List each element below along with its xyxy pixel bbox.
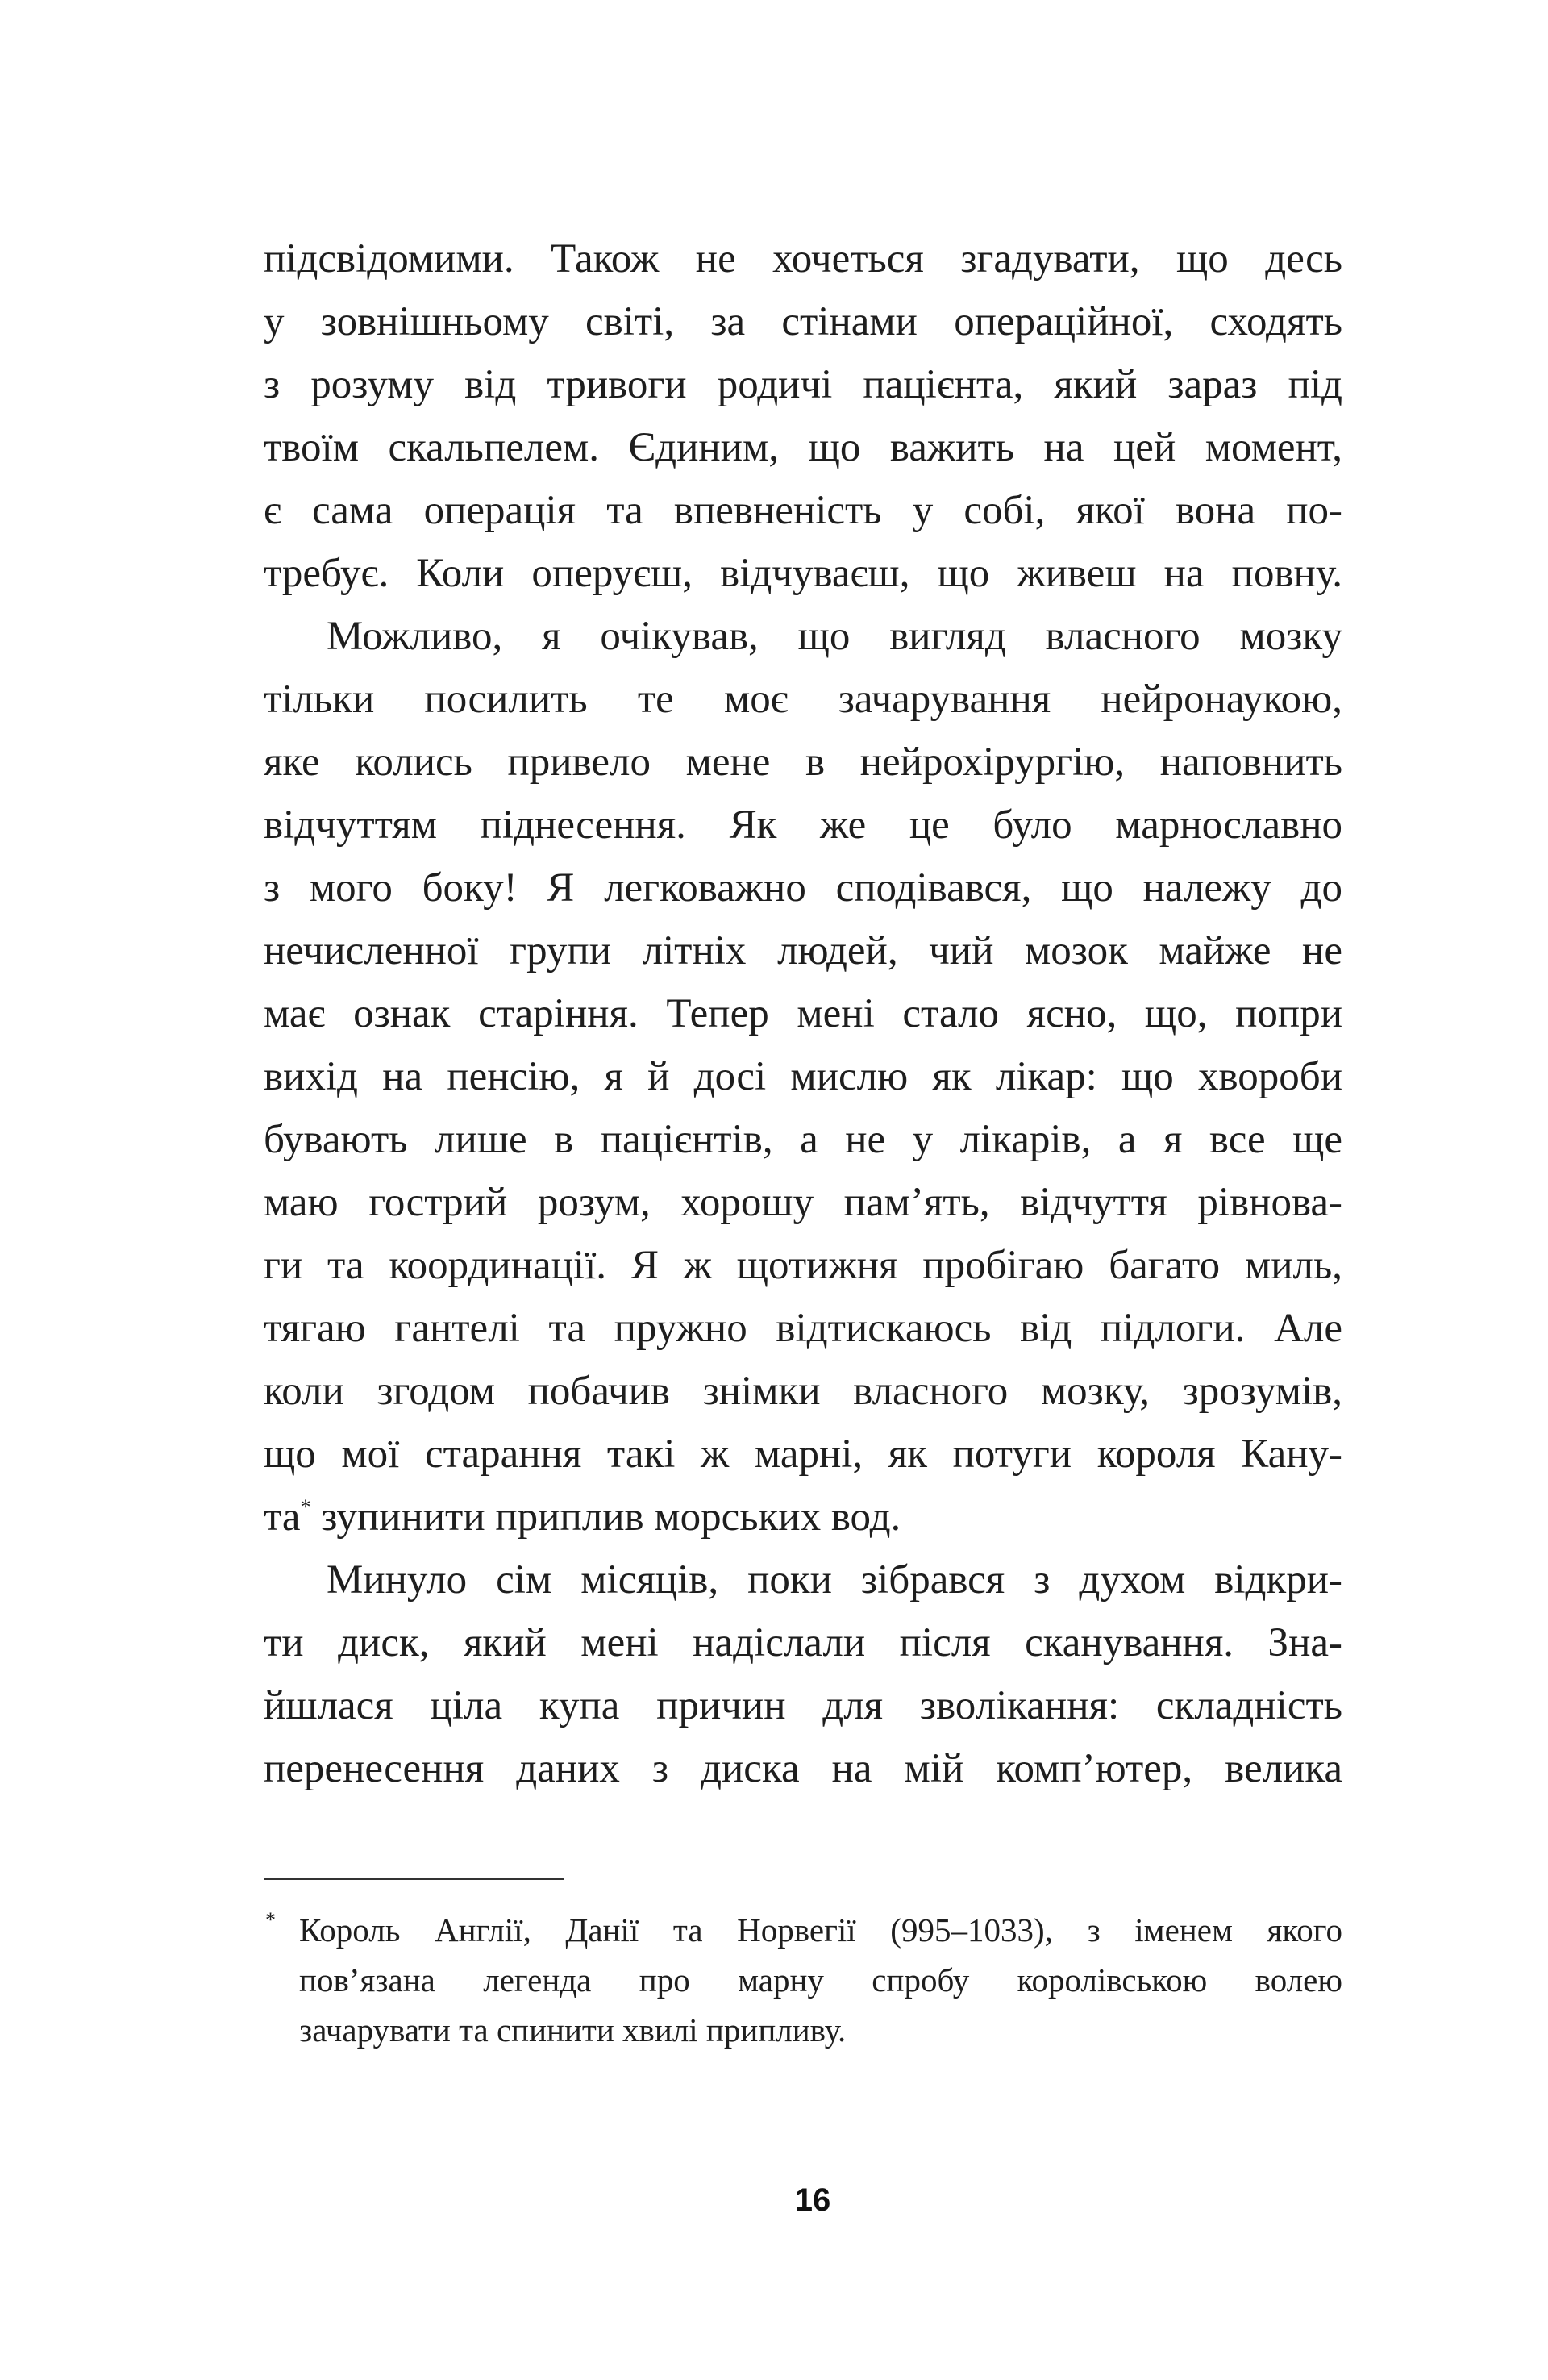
paragraph-2	[264, 605, 1342, 1548]
text-line: з мого боку! Я легковажно сподівався, що належу до	[264, 865, 1342, 911]
text-line: требує. Коли оперуєш, відчуваєш, що живеш на повну.	[264, 551, 1342, 596]
text-fragment: зупинити приплив морських вод.	[310, 1494, 901, 1540]
footnote-line: зачарувати та спинити хвилі припливу.	[299, 2011, 847, 2049]
text-line: ги та координації. Я ж щотижня пробігаю багато миль,	[264, 1243, 1342, 1288]
text-line: вихід на пенсію, я й досі мислю як лікар: що хвороби	[264, 1054, 1342, 1099]
text-line: відчуттям піднесення. Як же це було марнославно	[264, 802, 1342, 848]
text-line: перенесення даних з диска на мій комп’ютер, велика	[264, 1746, 1342, 1791]
text-line: у зовнішньому світі, за стінами операційної, сходять	[264, 299, 1342, 344]
text-line: нечисленної групи літніх людей, чий мозок майже не	[264, 928, 1342, 973]
text-line: має ознак старіння. Тепер мені стало ясно, що, попри	[264, 991, 1342, 1036]
footnote	[264, 1905, 1342, 2055]
footnote-mark: *	[265, 1908, 276, 1932]
text-line: яке колись привело мене в нейрохірургію, наповнить	[264, 740, 1342, 785]
text-line: ти диск, який мені надіслали після сканування. Зна-	[264, 1620, 1342, 1665]
text-fragment: та	[264, 1494, 301, 1540]
text-line: тільки посилить те моє зачарування нейронаукою,	[264, 677, 1342, 722]
text-line: підсвідомими. Також не хочеться згадувати, що десь	[264, 236, 1342, 281]
text-line: Можливо, я очікував, що вигляд власного мозку	[327, 614, 1342, 659]
page-number: 16	[794, 2182, 831, 2218]
footnote-divider	[264, 1878, 564, 1880]
text-line: з розуму від тривоги родичі пацієнта, який зараз під	[264, 362, 1342, 407]
paragraph-1	[264, 227, 1342, 605]
body-text	[264, 227, 1342, 1800]
text-line	[264, 1486, 1342, 1548]
footnote-reference[interactable]: *	[300, 1495, 311, 1519]
text-line: коли згодом побачив знімки власного мозку, зрозумів,	[264, 1369, 1342, 1414]
footnote-line: Король Англії, Данії та Норвегії (995–1033), з іменем якого	[299, 1911, 1342, 1949]
text-line: що мої старання такі ж марні, як потуги короля Кану-	[264, 1432, 1342, 1477]
text-line: маю гострий розум, хорошу пам’ять, відчуття рівнова-	[264, 1180, 1342, 1225]
text-line: твоїм скальпелем. Єдиним, що важить на цей момент,	[264, 425, 1342, 470]
footnote-line: пов’язана легенда про марну спробу королівською волею	[299, 1961, 1342, 1999]
text-line: тягаю гантелі та пружно відтискаюсь від підлоги. Але	[264, 1306, 1342, 1351]
text-line: є сама операція та впевненість у собі, якої вона по-	[264, 488, 1342, 533]
text-line: бувають лише в пацієнтів, а не у лікарів, а я все ще	[264, 1117, 1342, 1162]
paragraph-3	[264, 1548, 1342, 1800]
text-line: йшлася ціла купа причин для зволікання: складність	[264, 1683, 1342, 1728]
text-line: Минуло сім місяців, поки зібрався з духом відкри-	[327, 1557, 1342, 1603]
